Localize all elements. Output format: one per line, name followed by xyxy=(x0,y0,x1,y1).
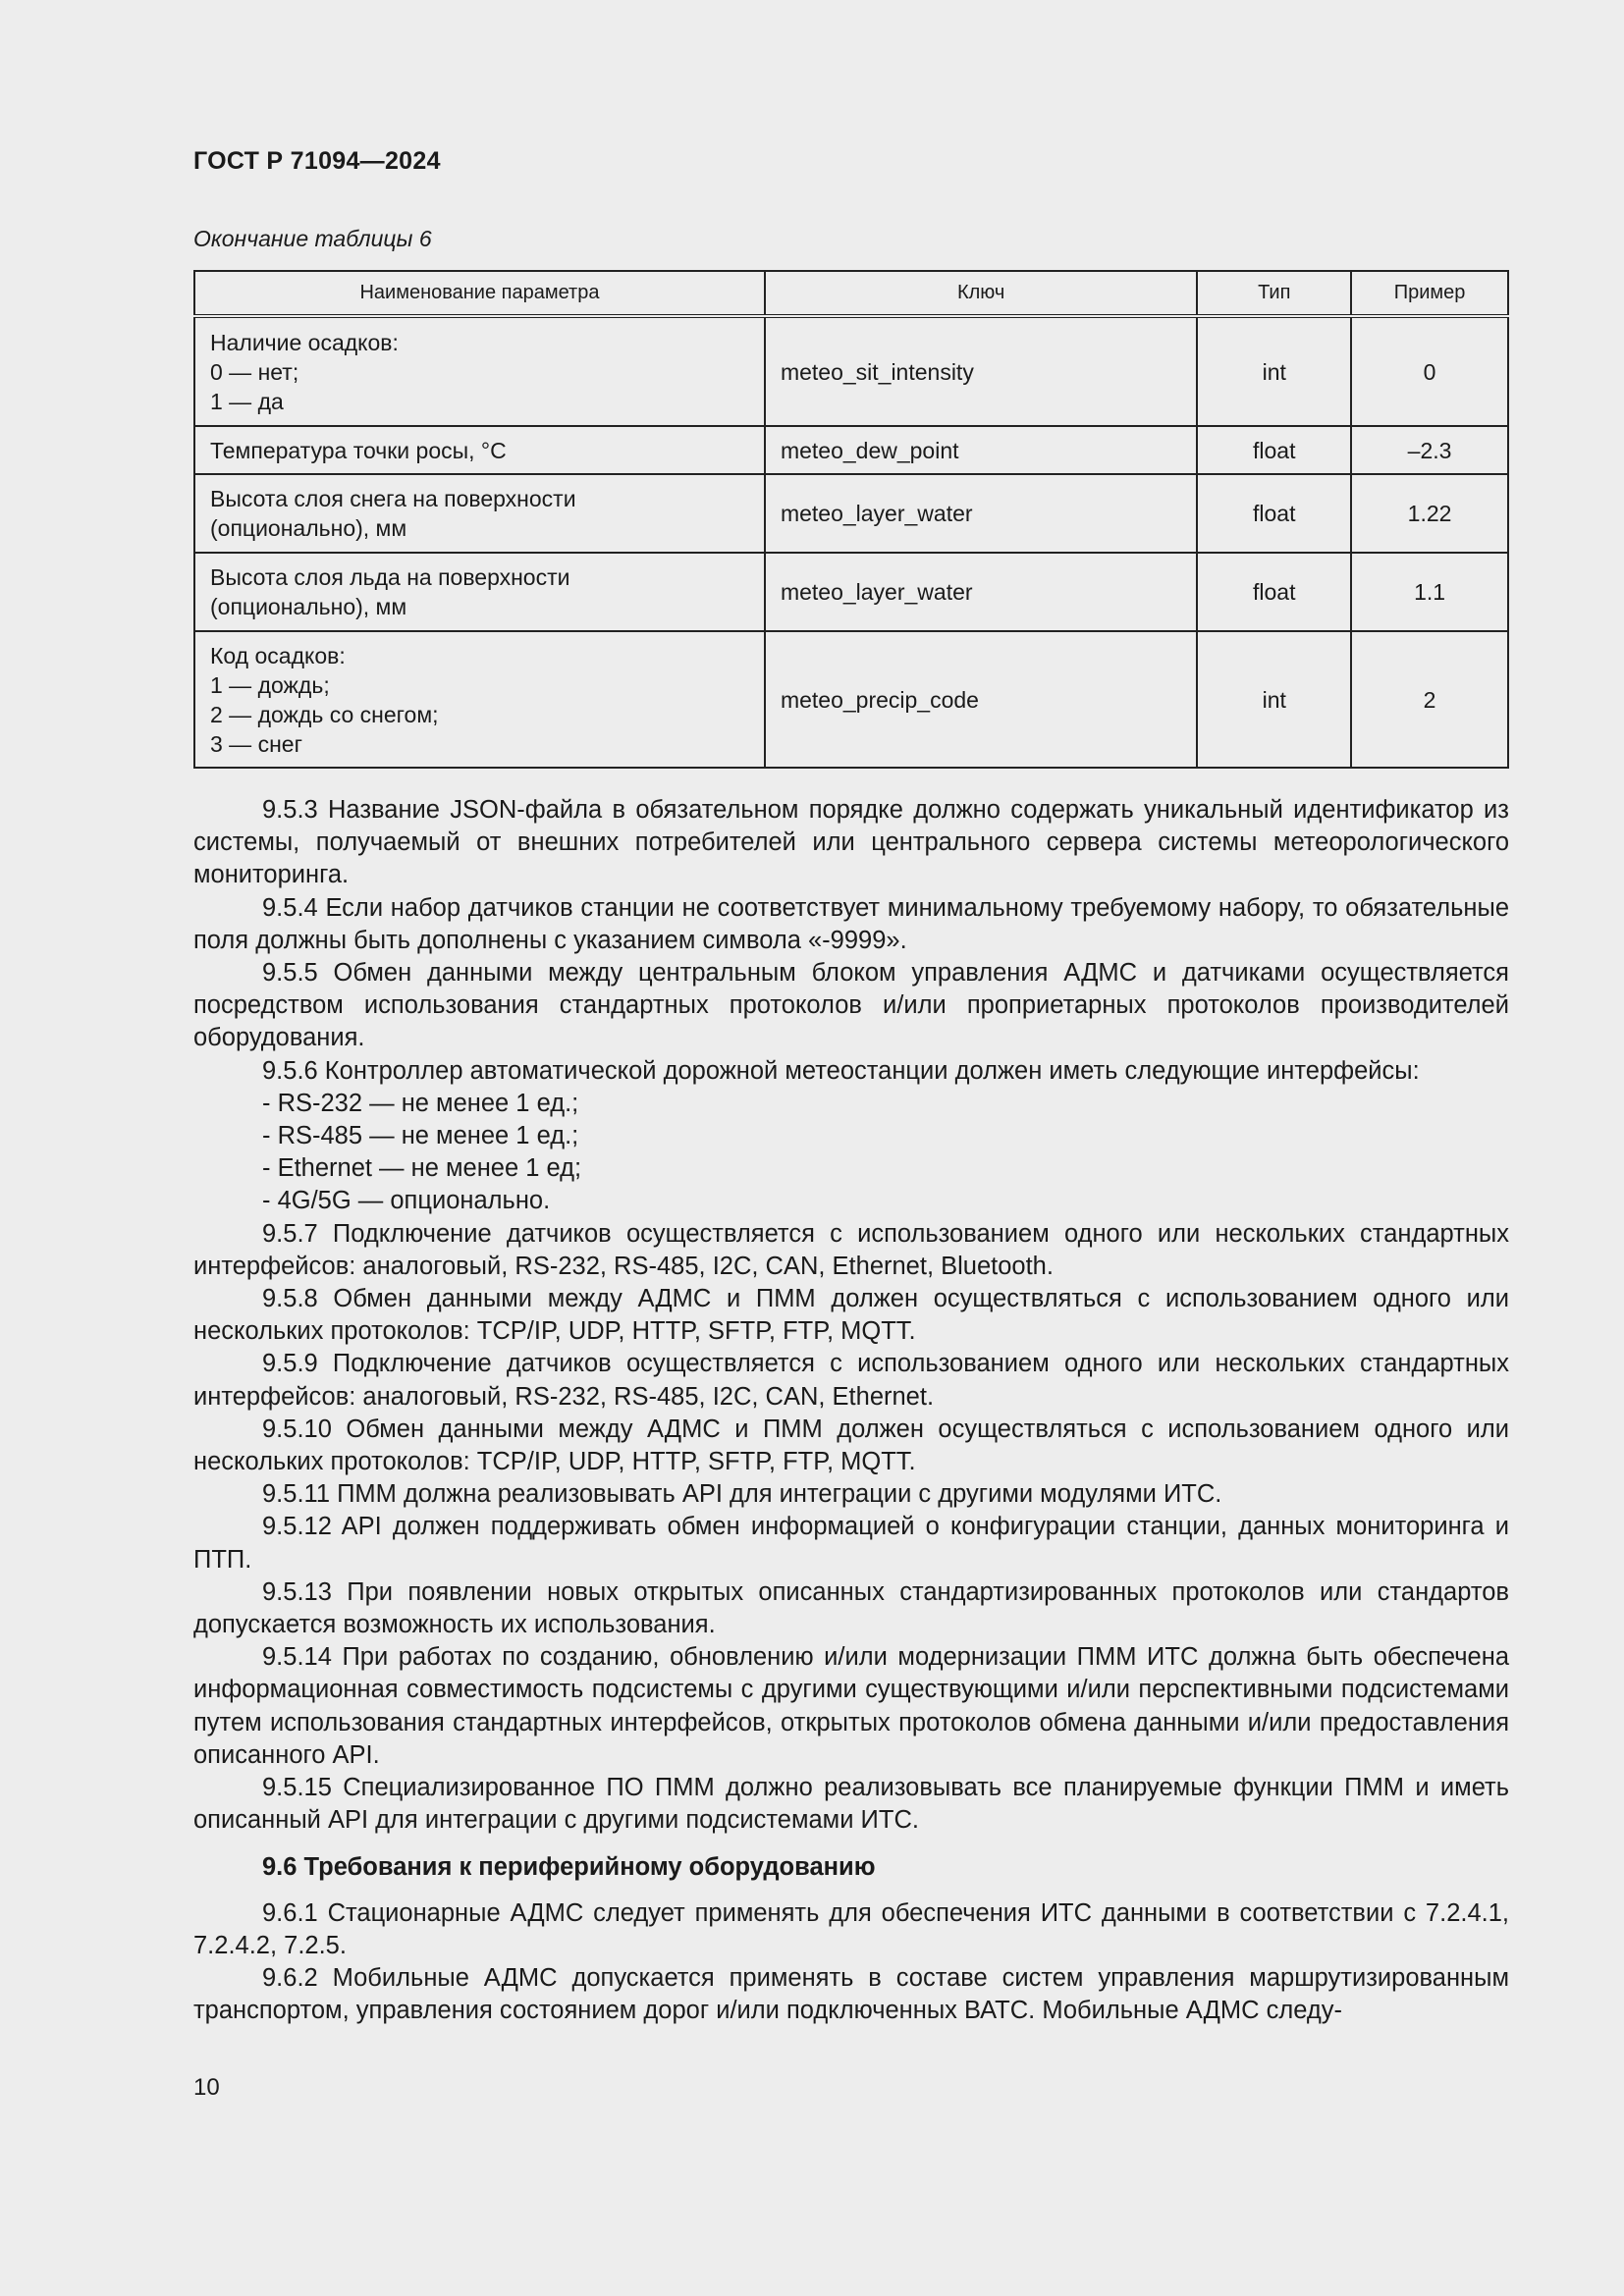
paragraph-9-6-1: 9.6.1 Стационарные АДМС следует применять для обеспечения ИТС данными в соответствии с 7.2.4.1, 7.2.4.2, 7.2.5. xyxy=(193,1898,1509,1959)
paragraph-9-5-4: 9.5.4 Если набор датчиков станции не соответствует минимальному требуемому набору, то обязательные поля должны быть дополнены с указанием символа «-9999». xyxy=(193,893,1509,954)
param-example-cell: –2.3 xyxy=(1351,426,1508,474)
paragraph-9-5-3: 9.5.3 Название JSON-файла в обязательном порядке должно содержать уникальный идентификатор из системы, получаемый от внешних потребителей или центрального сервера системы метеорологического мониторинга. xyxy=(193,796,1509,889)
table-row xyxy=(194,553,1508,631)
param-key-cell: meteo_sit_intensity xyxy=(765,316,1197,426)
document-body xyxy=(193,794,1509,2028)
parameters-table xyxy=(193,270,1509,769)
list-item: - RS-485 — не менее 1 ед.; xyxy=(262,1122,579,1150)
param-example-cell: 0 xyxy=(1351,316,1508,426)
list-item: - Ethernet — не менее 1 ед; xyxy=(262,1154,582,1183)
param-type-cell: float xyxy=(1197,426,1351,474)
column-header-example: Пример xyxy=(1351,271,1508,316)
param-example-cell: 2 xyxy=(1351,631,1508,768)
param-key-cell: meteo_layer_water xyxy=(765,474,1197,553)
param-type-cell: int xyxy=(1197,316,1351,426)
param-name-cell: Температура точки росы, °С xyxy=(194,426,765,474)
paragraph-9-5-14: 9.5.14 При работах по созданию, обновлению и/или модернизации ПММ ИТС должна быть обеспечена информационная совместимость подсистемы с другими существующими и/или перспективными подсистемами путем использования стандартных интерфейсов, открытых протоколов обмена данными и/или предоставления описанного API. xyxy=(193,1643,1509,1769)
param-key-cell: meteo_precip_code xyxy=(765,631,1197,768)
table-row xyxy=(194,426,1508,474)
paragraph-9-5-10: 9.5.10 Обмен данными между АДМС и ПММ должен осуществляться с использованием одного или нескольких протоколов: TCP/IP, UDP, HTTP, SFTP, FTP, MQTT. xyxy=(193,1415,1509,1476)
paragraph-9-5-13: 9.5.13 При появлении новых открытых описанных стандартизированных протоколов или стандартов допускается возможность их использования. xyxy=(193,1577,1509,1639)
param-name-cell: Код осадков: 1 — дождь; 2 — дождь со снегом; 3 — снег xyxy=(194,631,765,768)
table-row xyxy=(194,474,1508,553)
param-name-cell: Наличие осадков: 0 — нет; 1 — да xyxy=(194,316,765,426)
document-header: ГОСТ Р 71094—2024 xyxy=(193,147,441,175)
param-name-cell: Высота слоя снега на поверхности (опционально), мм xyxy=(194,474,765,553)
param-type-cell: float xyxy=(1197,553,1351,631)
paragraph-9-5-8: 9.5.8 Обмен данными между АДМС и ПММ должен осуществляться с использованием одного или нескольких протоколов: TCP/IP, UDP, HTTP, SFTP, FTP, MQTT. xyxy=(193,1285,1509,1346)
paragraph-9-5-5: 9.5.5 Обмен данными между центральным блоком управления АДМС и датчиками осуществляется посредством использования стандартных протоколов и/или проприетарных протоколов производителей оборудования. xyxy=(193,959,1509,1052)
paragraph-9-5-6: 9.5.6 Контроллер автоматической дорожной метеостанции должен иметь следующие интерфейсы: xyxy=(262,1056,1420,1085)
param-type-cell: int xyxy=(1197,631,1351,768)
param-example-cell: 1.1 xyxy=(1351,553,1508,631)
param-key-cell: meteo_dew_point xyxy=(765,426,1197,474)
param-name-cell: Высота слоя льда на поверхности (опционально), мм xyxy=(194,553,765,631)
param-example-cell: 1.22 xyxy=(1351,474,1508,553)
column-header-name: Наименование параметра xyxy=(194,271,765,316)
table-caption: Окончание таблицы 6 xyxy=(193,226,432,251)
section-heading: 9.6 Требования к периферийному оборудованию xyxy=(262,1852,876,1881)
paragraph-9-5-15: 9.5.15 Специализированное ПО ПММ должно реализовывать все планируемые функции ПММ и иметь описанный API для интеграции с другими подсистемами ИТС. xyxy=(193,1774,1509,1835)
table-row xyxy=(194,316,1508,426)
paragraph-9-5-11: 9.5.11 ПММ должна реализовывать API для интеграции с другими модулями ИТС. xyxy=(262,1480,1222,1509)
table-row xyxy=(194,631,1508,768)
table-header-row xyxy=(194,271,1508,316)
paragraph-9-5-9: 9.5.9 Подключение датчиков осуществляется с использованием одного или нескольких стандартных интерфейсов: аналоговый, RS-232, RS-485, I2C, CAN, Ethernet. xyxy=(193,1350,1509,1411)
column-header-type: Тип xyxy=(1197,271,1351,316)
list-item: - RS-232 — не менее 1 ед.; xyxy=(262,1089,579,1117)
paragraph-9-5-12: 9.5.12 API должен поддерживать обмен информацией о конфигурации станции, данных мониторинга и ПТП. xyxy=(193,1513,1509,1574)
column-header-key: Ключ xyxy=(765,271,1197,316)
page-number: 10 xyxy=(193,2074,220,2101)
paragraph-9-6-2: 9.6.2 Мобильные АДМС допускается применять в составе систем управления маршрутизированным транспортом, управления состоянием дорог и/или подключенных ВАТС. Мобильные АДМС следу- xyxy=(193,1964,1509,2025)
param-type-cell: float xyxy=(1197,474,1351,553)
list-item: - 4G/5G — опционально. xyxy=(262,1187,551,1215)
paragraph-9-5-7: 9.5.7 Подключение датчиков осуществляется с использованием одного или нескольких стандартных интерфейсов: аналоговый, RS-232, RS-485, I2C, CAN, Ethernet, Bluetooth. xyxy=(193,1219,1509,1280)
param-key-cell: meteo_layer_water xyxy=(765,553,1197,631)
